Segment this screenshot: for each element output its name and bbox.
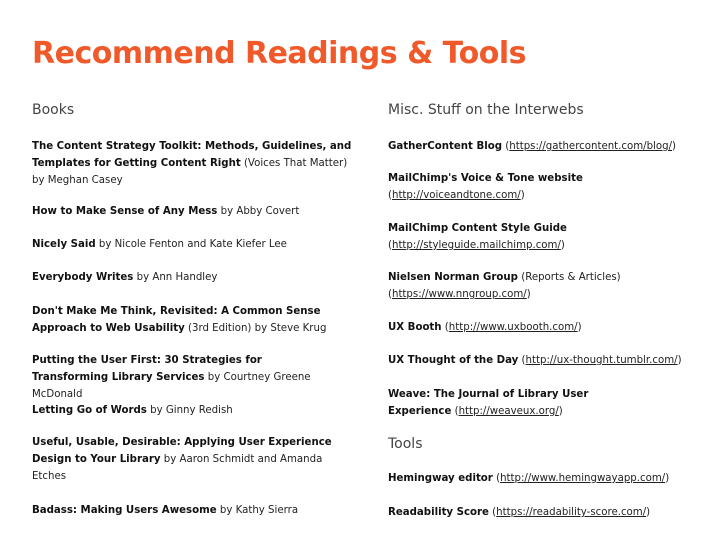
- resource-link[interactable]: http://voiceandtone.com/: [391, 190, 521, 201]
- tool-link[interactable]: https://readability-score.com/: [496, 507, 647, 518]
- book-title: Don't Make Me Think, Revisited: A Common Sense Approach to Web Usability: [32, 306, 321, 334]
- tool-title: Hemingway editor: [388, 473, 493, 484]
- tools-heading: Tools: [388, 436, 423, 452]
- book-details: by Kathy Sierra: [219, 505, 299, 516]
- book-details: by Ginny Redish: [150, 405, 233, 416]
- misc-heading: Misc. Stuff on the Interwebs: [388, 102, 584, 118]
- page-title: Recommend Readings & Tools: [32, 36, 527, 71]
- resource-title: GatherContent Blog: [388, 141, 503, 152]
- tool-item: Readability Score (https://readability-score.com/): [388, 507, 651, 518]
- book-title: How to Make Sense of Any Mess: [32, 206, 218, 217]
- book-item: [32, 138, 352, 189]
- resource-item: UX Booth (http://www.uxbooth.com/): [388, 322, 582, 333]
- resource-link[interactable]: http://styleguide.mailchimp.com/: [391, 240, 561, 251]
- resource-title: MailChimp's Voice & Tone website: [388, 173, 583, 184]
- book-title: Badass: Making Users Awesome: [32, 505, 217, 516]
- book-details: by Aaron Schmidt and Amanda Etches: [32, 454, 323, 482]
- book-details: (Voices That Matter) by Meghan Casey: [32, 158, 348, 186]
- book-item: [32, 236, 352, 253]
- book-item: [32, 303, 332, 337]
- resource-item: Weave: The Journal of Library User Experience (http://weaveux.org/): [388, 389, 589, 417]
- resource-link[interactable]: https://www.nngroup.com/: [391, 289, 527, 300]
- resource-title: Weave: The Journal of Library User Experience: [388, 389, 589, 417]
- book-item: [32, 269, 352, 286]
- resource-link[interactable]: http://www.uxbooth.com/: [448, 322, 578, 333]
- book-details: by Nicole Fenton and Kate Kiefer Lee: [98, 239, 287, 250]
- book-title: The Content Strategy Toolkit: Methods, Guidelines, and Templates for Getting Content Right: [32, 141, 352, 169]
- resource-item: GatherContent Blog (https://gathercontent.com/blog/): [388, 141, 677, 152]
- book-title: Everybody Writes: [32, 272, 134, 283]
- resource-link[interactable]: http://ux-thought.tumblr.com/: [525, 355, 678, 366]
- resource-title: Nielsen Norman Group: [388, 272, 518, 283]
- book-item: [32, 352, 332, 403]
- resource-title: UX Thought of the Day: [388, 355, 519, 366]
- resource-title: MailChimp Content Style Guide: [388, 223, 567, 234]
- tool-item: Hemingway editor (http://www.hemingwayapp.com/): [388, 473, 670, 484]
- book-item: [32, 502, 352, 519]
- resource-item: MailChimp's Voice & Tone website (http://voiceandtone.com/): [388, 173, 583, 201]
- resource-item: UX Thought of the Day (http://ux-thought.tumblr.com/): [388, 355, 682, 366]
- book-title: Putting the User First: 30 Strategies for Transforming Library Services: [32, 355, 262, 383]
- books-heading: Books: [32, 102, 75, 118]
- book-title: Letting Go of Words: [32, 405, 147, 416]
- book-title: Nicely Said: [32, 239, 96, 250]
- book-item: [32, 434, 332, 485]
- book-item: [32, 203, 352, 220]
- book-details: by Abby Covert: [220, 206, 300, 217]
- tool-link[interactable]: http://www.hemingwayapp.com/: [500, 473, 666, 484]
- book-details: (3rd Edition) by Steve Krug: [187, 323, 327, 334]
- resource-link[interactable]: https://gathercontent.com/blog/: [509, 141, 673, 152]
- resource-title: UX Booth: [388, 322, 442, 333]
- resource-item: Nielsen Norman Group (Reports & Articles) (https://www.nngroup.com/): [388, 272, 621, 300]
- book-title: Useful, Usable, Desirable: Applying User Experience Design to Your Library: [32, 437, 332, 465]
- resource-link[interactable]: http://weaveux.org/: [458, 406, 559, 417]
- book-item: [32, 402, 352, 419]
- resource-note: (Reports & Articles): [521, 272, 621, 283]
- book-details: by Courtney Greene McDonald: [32, 372, 311, 400]
- tool-title: Readability Score: [388, 507, 489, 518]
- resource-item: MailChimp Content Style Guide (http://styleguide.mailchimp.com/): [388, 223, 567, 251]
- book-details: by Ann Handley: [136, 272, 218, 283]
